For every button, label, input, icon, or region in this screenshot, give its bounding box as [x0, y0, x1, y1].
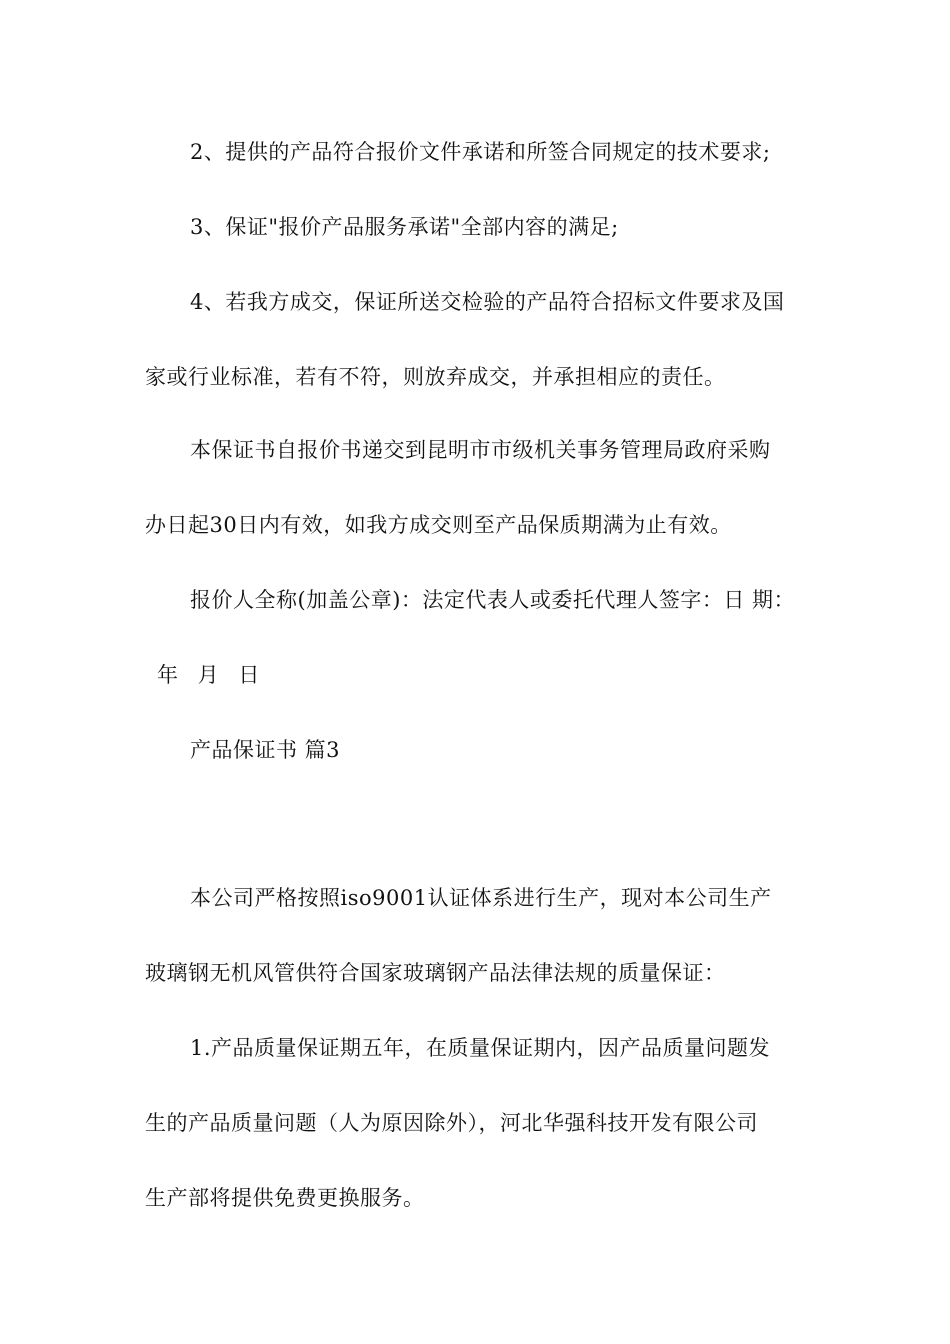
warranty-item-1-line-1: 1.产品质量保证期五年，在质量保证期内，因产品质量问题发 [190, 1036, 771, 1060]
warranty-item-1-line-3: 生产部将提供免费更换服务。 [145, 1186, 425, 1210]
paragraph-item-2: 2、提供的产品符合报价文件承诺和所签合同规定的技术要求; [190, 140, 771, 164]
validity-paragraph-line-2: 办日起30日内有效，如我方成交则至产品保质期满为止有效。 [145, 513, 732, 537]
signature-line: 报价人全称(加盖公章)：法定代表人或委托代理人签字：日 期： [190, 588, 796, 612]
company-statement-line-2: 玻璃钢无机风管供符合国家玻璃钢产品法律法规的质量保证： [145, 961, 726, 985]
company-statement-line-1: 本公司严格按照iso9001认证体系进行生产，现对本公司生产 [190, 886, 772, 910]
date-line: 年 月 日 [157, 663, 260, 687]
paragraph-item-4-line-1: 4、若我方成交，保证所送交检验的产品符合招标文件要求及国 [190, 290, 785, 314]
section-heading: 产品保证书 篇3 [190, 738, 341, 762]
validity-paragraph-line-1: 本保证书自报价书递交到昆明市市级机关事务管理局政府采购 [190, 438, 771, 462]
warranty-item-1-line-2: 生的产品质量问题（人为原因除外），河北华强科技开发有限公司 [145, 1111, 758, 1135]
paragraph-item-3: 3、保证"报价产品服务承诺"全部内容的满足; [190, 215, 619, 239]
paragraph-item-4-line-2: 家或行业标准，若有不符，则放弃成交，并承担相应的责任。 [145, 365, 726, 389]
